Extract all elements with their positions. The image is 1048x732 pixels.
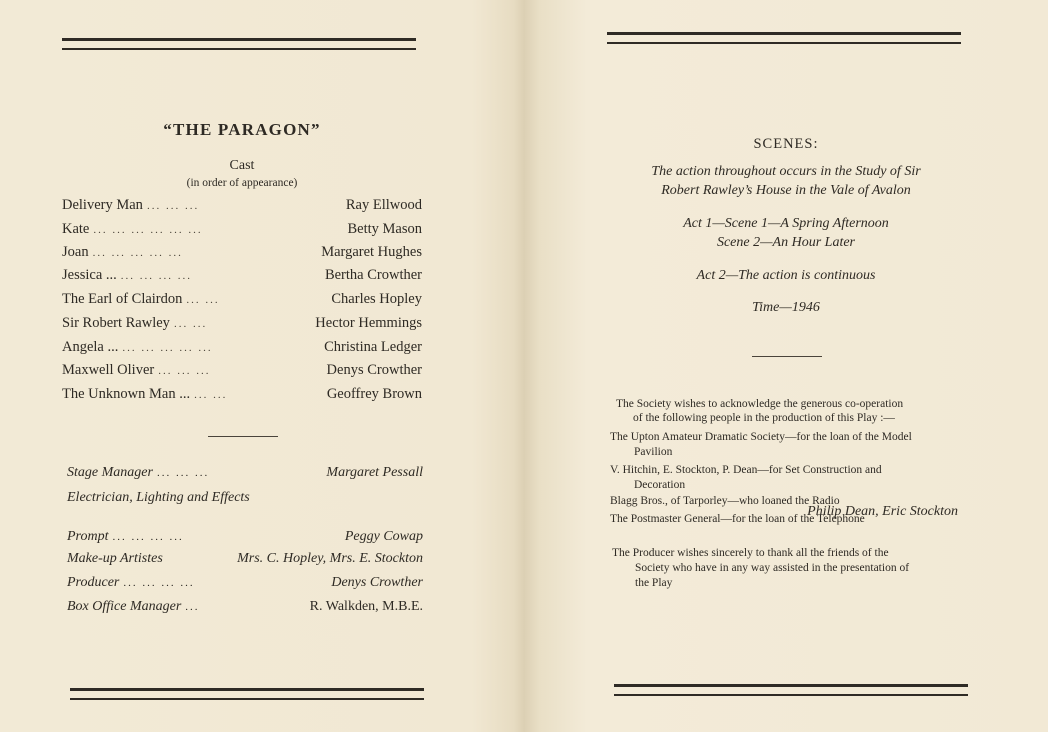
cast-role: Joan xyxy=(62,244,89,260)
cast-row xyxy=(62,315,422,335)
leader-dots: ... ... ... ... ... xyxy=(92,247,183,259)
section-divider xyxy=(208,436,278,437)
crew-value-electrician: Philip Dean, Eric Stockton xyxy=(807,504,958,519)
cast-row xyxy=(62,267,422,287)
scenes-page xyxy=(522,0,1048,732)
cast-subheading: (in order of appearance) xyxy=(186,177,298,189)
crew-value: Denys Crowther xyxy=(331,575,423,590)
cast-row xyxy=(62,339,422,359)
cast-role: The Unknown Man ... xyxy=(62,386,191,402)
leader-dots: ... ... xyxy=(173,318,208,330)
cast-actor: Bertha Crowther xyxy=(324,267,422,283)
thanks-line: The Producer wishes sincerely to thank all the friends of the xyxy=(612,547,889,559)
section-divider xyxy=(752,356,822,357)
act2: Act 2—The action is continuous xyxy=(696,268,876,283)
crew-value: R. Walkden, M.B.E. xyxy=(309,599,423,614)
cast-role: Angela ... xyxy=(62,339,119,355)
cast-heading: Cast xyxy=(229,158,255,173)
bottom-double-rule-left xyxy=(70,688,424,700)
credit-line: Blagg Bros., of Tarporley—who loaned the Radio xyxy=(610,495,840,507)
leader-dots: ... ... ... ... ... xyxy=(122,342,213,354)
cast-actor: Christina Ledger xyxy=(324,339,422,355)
crew-label-electrician: Electrician, Lighting and Effects xyxy=(67,490,250,505)
cast-role: Kate xyxy=(62,221,90,237)
crew-row-makeup xyxy=(67,551,423,571)
cast-actor: Margaret Hughes xyxy=(321,244,422,260)
setting-line: The action throughout occurs in the Study of Sir xyxy=(651,164,921,179)
cast-role: Jessica ... xyxy=(62,267,117,283)
cast-row xyxy=(62,197,422,217)
leader-dots: ... ... ... xyxy=(156,467,210,479)
cast-actor: Hector Hemmings xyxy=(315,315,422,331)
crew-row-prompt xyxy=(67,529,423,549)
leader-dots: ... ... ... ... ... ... xyxy=(93,224,203,236)
cast-role: Sir Robert Rawley xyxy=(62,315,170,331)
credit-line: V. Hitchin, E. Stockton, P. Dean—for Set Construction and xyxy=(610,464,882,476)
cast-actor: Betty Mason xyxy=(347,221,422,237)
scenes-heading: SCENES: xyxy=(753,136,819,152)
crew-label: Stage Manager xyxy=(67,465,153,480)
time-line: Time—1946 xyxy=(752,300,820,315)
leader-dots: ... ... xyxy=(186,294,220,306)
cast-row xyxy=(62,221,422,241)
thanks-line: the Play xyxy=(635,577,673,589)
cast-row xyxy=(62,386,422,406)
cast-row xyxy=(62,244,422,264)
credit-line: The Upton Amateur Dramatic Society—for the loan of the Model xyxy=(610,431,912,443)
leader-dots: ... ... ... ... xyxy=(112,531,184,543)
acknowledgement-line: of the following people in the production of this Play :— xyxy=(633,412,895,424)
top-double-rule-left xyxy=(62,38,416,50)
cast-actor: Charles Hopley xyxy=(331,291,422,307)
crew-label: Box Office Manager xyxy=(67,599,182,614)
crew-row-box-office xyxy=(67,599,423,619)
crew-label: Prompt xyxy=(67,529,109,544)
top-double-rule-right xyxy=(607,32,961,44)
credit-line: Pavilion xyxy=(634,446,673,458)
cast-actor: Ray Ellwood xyxy=(345,197,422,213)
leader-dots: ... ... ... xyxy=(158,365,211,377)
acknowledgement-line: The Society wishes to acknowledge the generous co-operation xyxy=(616,398,904,410)
crew-label: Producer xyxy=(67,575,120,590)
leader-dots: ... xyxy=(185,601,200,613)
act1-scene2: Scene 2—An Hour Later xyxy=(716,235,856,250)
leader-dots: ... ... ... ... xyxy=(123,577,195,589)
cast-role: The Earl of Clairdon xyxy=(62,291,183,307)
credit-line: The Postmaster General—for the loan of the Telephone xyxy=(610,513,865,525)
act1-scene1: Act 1—Scene 1—A Spring Afternoon xyxy=(683,216,889,231)
crew-row-stage-manager xyxy=(67,465,423,485)
bottom-double-rule-right xyxy=(614,684,968,696)
crew-value: Margaret Pessall xyxy=(326,465,423,480)
cast-actor: Denys Crowther xyxy=(326,362,422,378)
crew-value: Peggy Cowap xyxy=(344,529,423,544)
cast-role: Delivery Man xyxy=(62,197,143,213)
setting-line: Robert Rawley’s House in the Vale of Avalon xyxy=(661,183,911,198)
thanks-line: Society who have in any way assisted in the presentation of xyxy=(635,562,910,574)
leader-dots: ... ... xyxy=(194,389,228,401)
cast-actor: Geoffrey Brown xyxy=(326,386,422,402)
cast-row xyxy=(62,362,422,382)
cast-role: Maxwell Oliver xyxy=(62,362,155,378)
crew-label: Make-up Artistes xyxy=(67,551,163,566)
play-title: “THE PARAGON” xyxy=(163,120,321,139)
leader-dots: ... ... ... xyxy=(146,200,200,212)
crew-value: Mrs. C. Hopley, Mrs. E. Stockton xyxy=(237,551,423,566)
credit-line: Decoration xyxy=(634,479,686,491)
crew-row-producer xyxy=(67,575,423,595)
leader-dots: ... ... ... ... xyxy=(120,270,193,282)
cast-row xyxy=(62,291,422,311)
